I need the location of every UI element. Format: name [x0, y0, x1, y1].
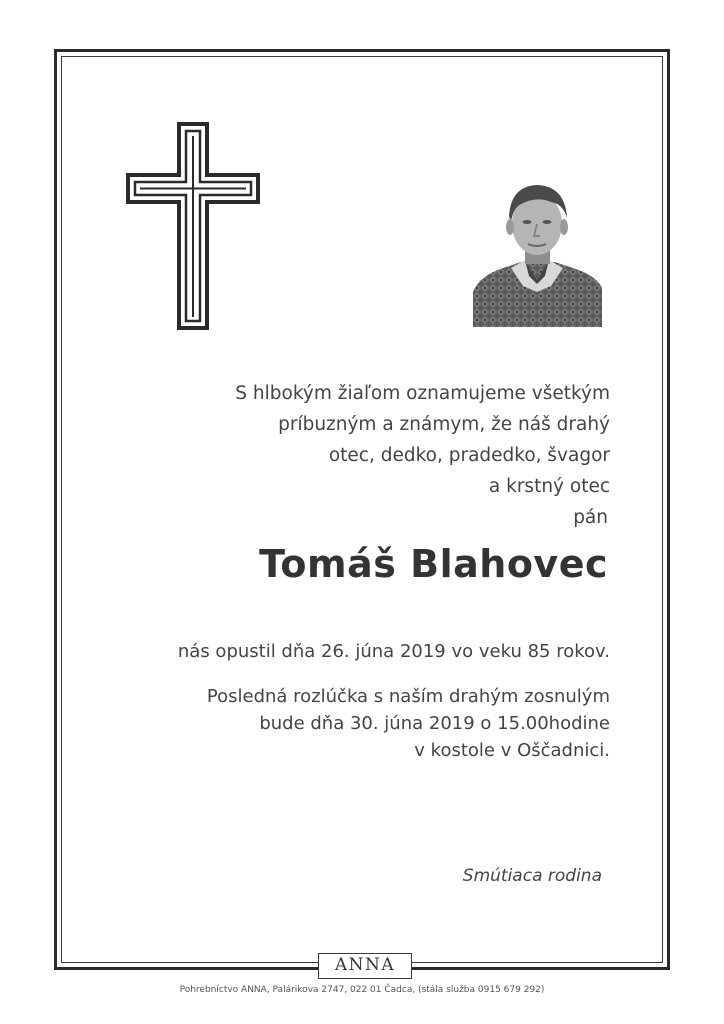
intro-text	[235, 378, 610, 502]
funeral-details	[207, 683, 610, 764]
intro-line: a krstný otec	[488, 476, 610, 497]
death-announcement: nás opustil dňa 26. júna 2019 vo veku 85 rokov.	[177, 641, 610, 662]
brand-logo: ANNA	[318, 953, 412, 979]
intro-line: príbuzným a známym, že náš drahý	[278, 414, 610, 435]
signature: Smútiaca rodina	[462, 866, 602, 886]
funeral-line: v kostole v Oščadnici.	[414, 740, 610, 761]
portrait-photo	[473, 180, 602, 327]
footer-contact: Pohrebníctvo ANNA, Palárikova 2747, 022 01 Čadca, (stála služba 0915 679 292)	[179, 985, 545, 995]
funeral-line: Posledná rozlúčka s naším drahým zosnulým	[206, 686, 610, 707]
intro-line: otec, dedko, pradedko, švagor	[328, 445, 610, 466]
cross-icon	[126, 122, 260, 330]
intro-line: S hlbokým žiaľom oznamujeme všetkým	[235, 383, 610, 404]
salutation: pán	[573, 507, 608, 528]
funeral-line: bude dňa 30. júna 2019 o 15.00hodine	[259, 713, 610, 734]
deceased-name: Tomáš Blahovec	[259, 542, 608, 586]
